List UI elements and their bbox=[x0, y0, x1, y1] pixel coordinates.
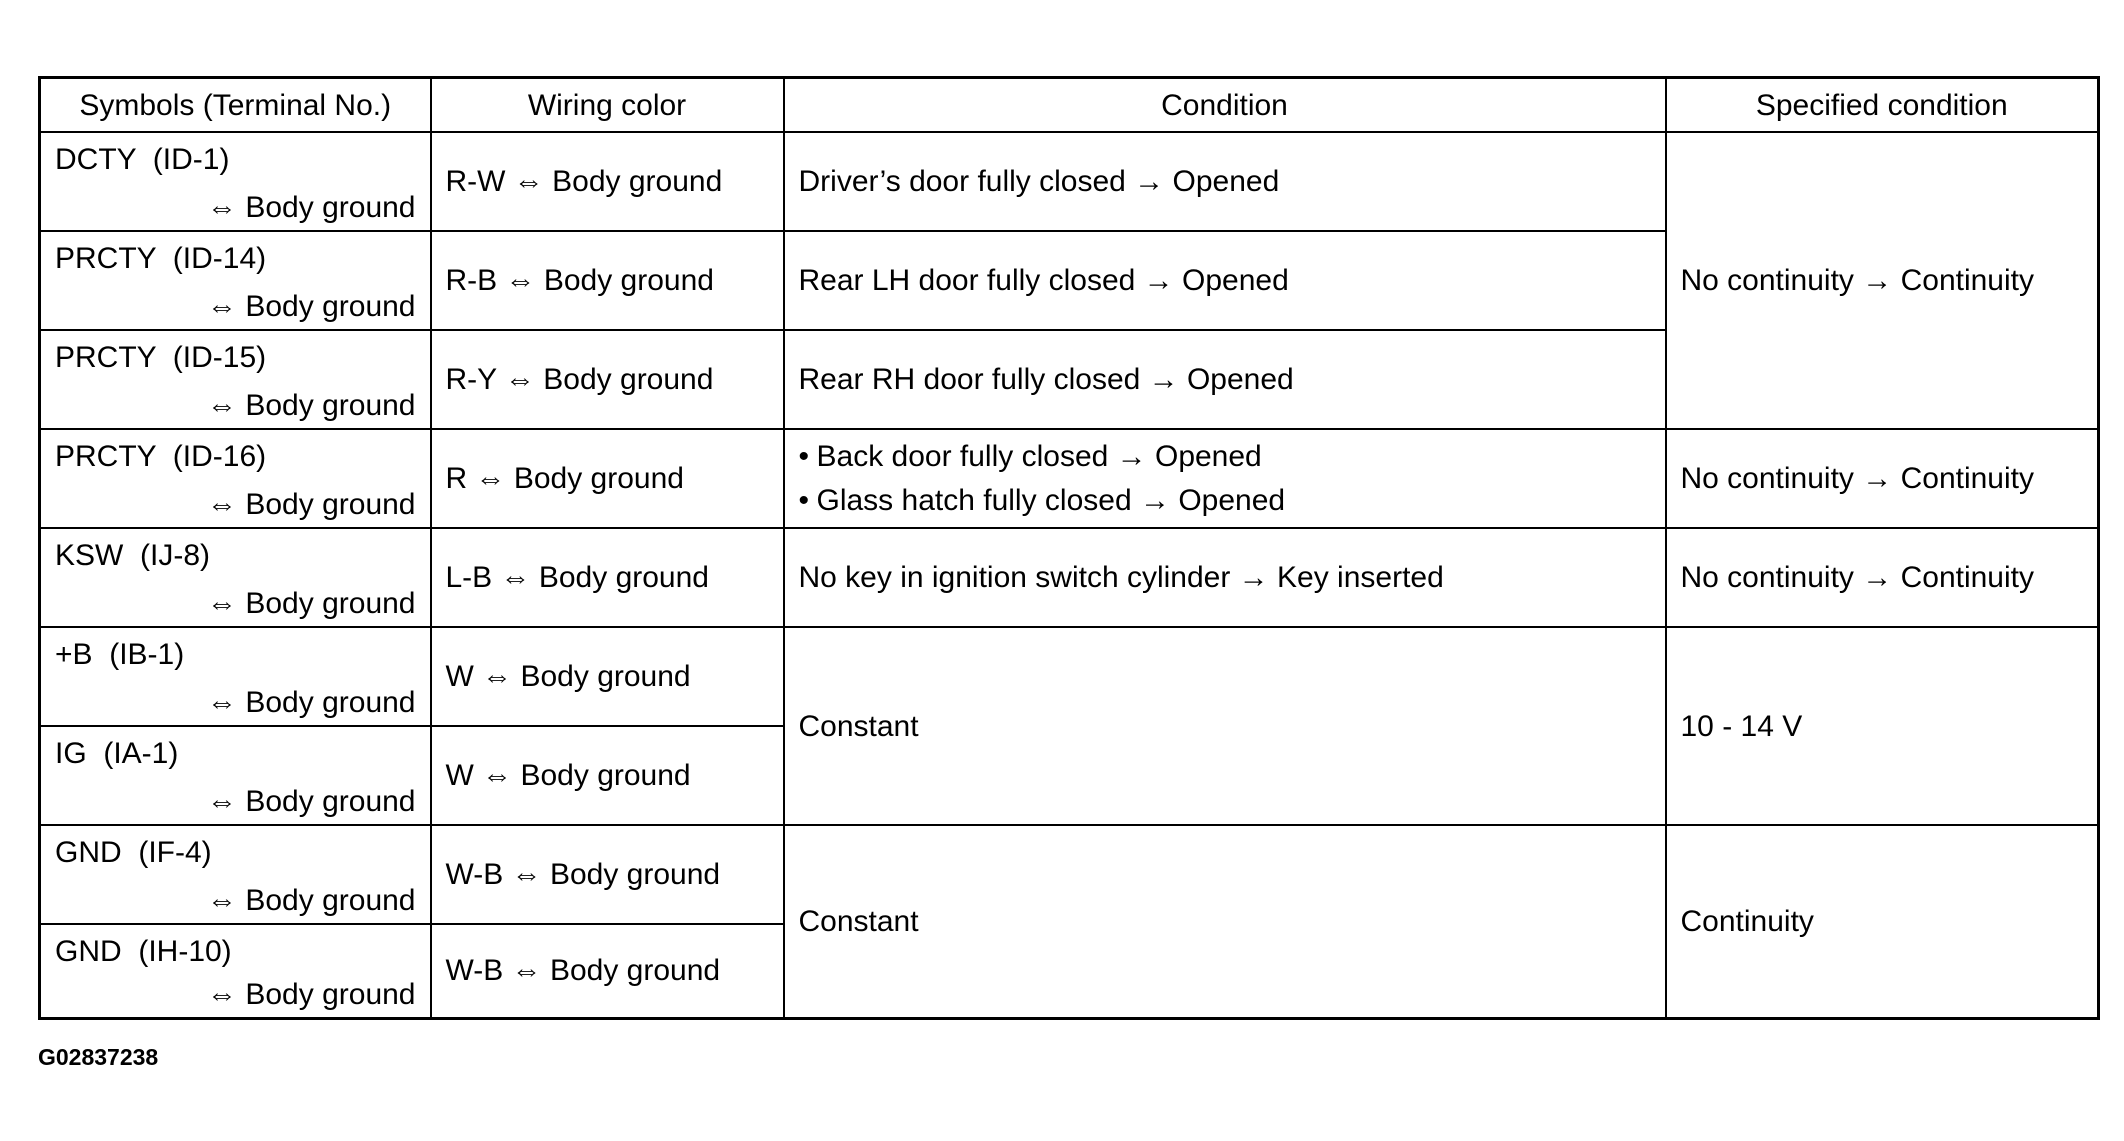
specified-condition-cell: Continuity bbox=[1666, 825, 2099, 1018]
symbol-terminal: IG (IA-1) bbox=[55, 737, 179, 770]
condition-cell: Rear RH door fully closed → Opened bbox=[784, 330, 1666, 429]
header-specified-condition: Specified condition bbox=[1666, 78, 2099, 133]
condition-cell: No key in ignition switch cylinder → Key inserted bbox=[784, 528, 1666, 627]
symbol-terminal: DCTY (ID-1) bbox=[55, 143, 230, 176]
wiring-color-cell: R-B ⇔ Body ground bbox=[431, 231, 784, 330]
symbol-cell bbox=[40, 627, 431, 726]
symbol-target: ⇔ Body ground bbox=[207, 977, 416, 1011]
condition-bullet-item bbox=[799, 435, 1655, 479]
symbol-target: ⇔ Body ground bbox=[207, 884, 416, 917]
symbol-terminal: PRCTY (ID-15) bbox=[55, 341, 267, 374]
symbol-target: ⇔ Body ground bbox=[207, 191, 416, 224]
wiring-color-cell: R-Y ⇔ Body ground bbox=[431, 330, 784, 429]
symbol-target: ⇔ Body ground bbox=[207, 587, 416, 620]
wiring-color-cell: R-W ⇔ Body ground bbox=[431, 132, 784, 231]
symbol-target: ⇔ Body ground bbox=[207, 389, 416, 422]
symbol-terminal: GND (IH-10) bbox=[55, 935, 232, 968]
table-row bbox=[40, 528, 2099, 627]
specified-condition-cell: No continuity → Continuity bbox=[1666, 528, 2099, 627]
bullet-icon: • bbox=[798, 439, 810, 473]
specified-condition-cell: No continuity → Continuity bbox=[1666, 429, 2099, 528]
table-row bbox=[40, 132, 2099, 231]
symbol-cell bbox=[40, 132, 431, 231]
wiring-color-cell: L-B ⇔ Body ground bbox=[431, 528, 784, 627]
symbol-terminal: PRCTY (ID-14) bbox=[55, 242, 267, 275]
header-symbols: Symbols (Terminal No.) bbox=[40, 78, 431, 133]
wiring-color-cell: W-B ⇔ Body ground bbox=[431, 825, 784, 924]
condition-cell bbox=[784, 429, 1666, 528]
condition-cell: Constant bbox=[784, 825, 1666, 1018]
symbol-cell bbox=[40, 825, 431, 924]
bullet-icon: • bbox=[798, 483, 810, 517]
header-row bbox=[40, 78, 2099, 133]
wiring-color-cell: R ⇔ Body ground bbox=[431, 429, 784, 528]
header-condition: Condition bbox=[784, 78, 1666, 133]
symbol-cell bbox=[40, 429, 431, 528]
condition-bullet-item bbox=[799, 479, 1655, 523]
specified-condition-cell: No continuity → Continuity bbox=[1666, 132, 2099, 429]
figure-code: G02837238 bbox=[38, 1044, 159, 1070]
symbol-target: ⇔ Body ground bbox=[207, 488, 416, 521]
symbol-cell bbox=[40, 924, 431, 1018]
wiring-color-cell: W ⇔ Body ground bbox=[431, 726, 784, 825]
symbol-target: ⇔ Body ground bbox=[207, 686, 416, 719]
wiring-color-cell: W-B ⇔ Body ground bbox=[431, 924, 784, 1018]
symbol-cell bbox=[40, 726, 431, 825]
table-row bbox=[40, 825, 2099, 924]
symbol-target: ⇔ Body ground bbox=[207, 785, 416, 818]
symbol-terminal: KSW (IJ-8) bbox=[55, 539, 210, 572]
specified-condition-cell: 10 - 14 V bbox=[1666, 627, 2099, 825]
symbol-terminal: PRCTY (ID-16) bbox=[55, 440, 267, 473]
symbol-terminal: GND (IF-4) bbox=[55, 836, 212, 869]
condition-cell: Driver’s door fully closed → Opened bbox=[784, 132, 1666, 231]
symbol-terminal: +B (IB-1) bbox=[55, 638, 185, 671]
table-row bbox=[40, 627, 2099, 726]
condition-cell: Constant bbox=[784, 627, 1666, 825]
symbol-cell bbox=[40, 330, 431, 429]
symbol-cell bbox=[40, 231, 431, 330]
header-wiring-color: Wiring color bbox=[431, 78, 784, 133]
table-row bbox=[40, 429, 2099, 528]
condition-bullet-text: Back door fully closed → Opened bbox=[816, 439, 1262, 473]
wiring-color-cell: W ⇔ Body ground bbox=[431, 627, 784, 726]
specification-table bbox=[38, 76, 2100, 1020]
symbol-target: ⇔ Body ground bbox=[207, 290, 416, 323]
symbol-cell bbox=[40, 528, 431, 627]
condition-bullet-text: Glass hatch fully closed → Opened bbox=[816, 483, 1286, 517]
condition-cell: Rear LH door fully closed → Opened bbox=[784, 231, 1666, 330]
